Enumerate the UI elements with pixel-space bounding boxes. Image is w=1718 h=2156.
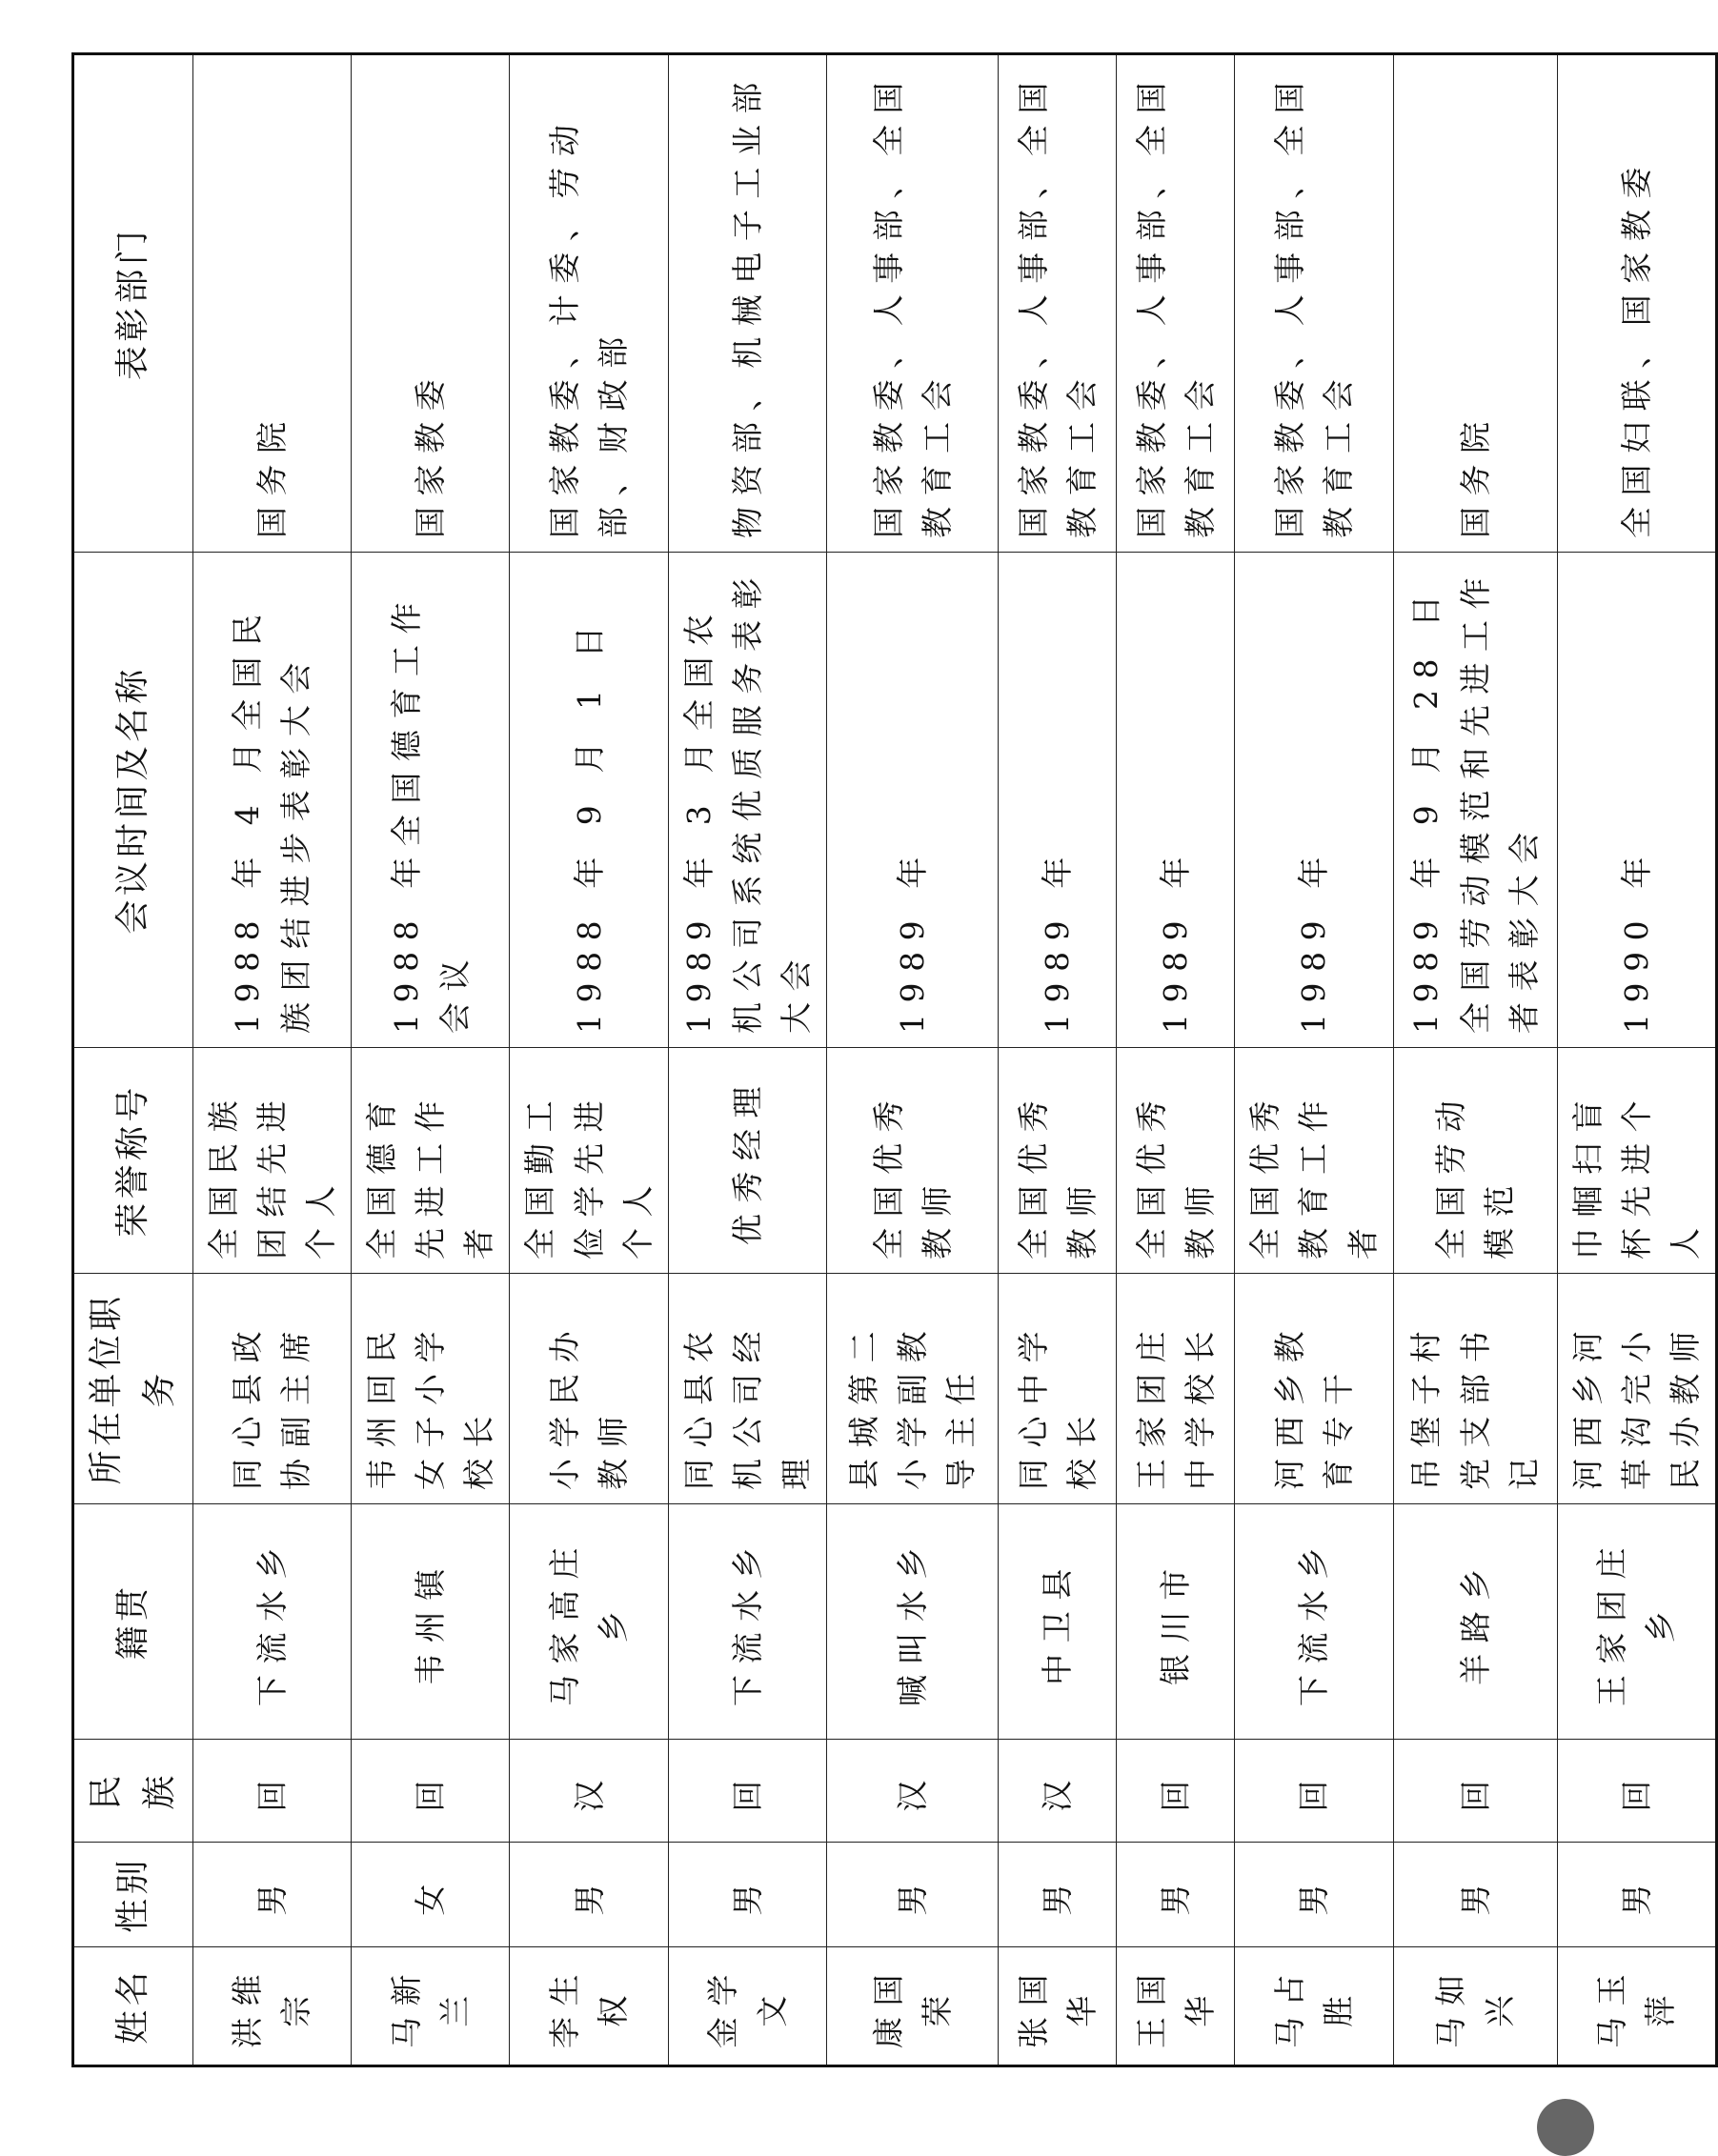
cell-honor-title: 全国优秀教师 (999, 1048, 1117, 1274)
cell-meeting: 1989 年 (1235, 553, 1393, 1048)
table-row (352, 54, 510, 2066)
cell-department: 国家教委、人事部、全国教育工会 (1235, 54, 1393, 553)
cell-unit-position: 河西乡教育专干 (1235, 1274, 1393, 1504)
cell-unit-position: 王家团庄中学校长 (1117, 1274, 1235, 1504)
cell-name: 马新兰 (352, 1947, 510, 2066)
cell-gender: 男 (1557, 1843, 1716, 1947)
cell-ethnicity: 回 (1235, 1740, 1393, 1843)
cell-department: 国务院 (1393, 54, 1557, 553)
cell-native-place: 王家团庄乡 (1557, 1504, 1716, 1740)
cell-ethnicity: 回 (668, 1740, 826, 1843)
cell-ethnicity: 回 (1557, 1740, 1716, 1843)
cell-unit-position: 同心县农机公司经理 (668, 1274, 826, 1504)
cell-department: 国务院 (192, 54, 351, 553)
cell-ethnicity: 汉 (827, 1740, 999, 1843)
cell-meeting: 1990 年 (1557, 553, 1716, 1048)
cell-meeting: 1988 年 9 月 1 日 (510, 553, 668, 1048)
cell-meeting: 1988 年 4 月全国民族团结进步表彰大会 (192, 553, 351, 1048)
table-row (1557, 54, 1716, 2066)
cell-gender: 男 (510, 1843, 668, 1947)
header-unit-position: 所在单位职务 (73, 1274, 193, 1504)
cell-ethnicity: 回 (1117, 1740, 1235, 1843)
cell-meeting: 1989 年 (999, 553, 1117, 1048)
cell-native-place: 喊叫水乡 (827, 1504, 999, 1740)
cell-honor-title: 优秀经理 (668, 1048, 826, 1274)
cell-unit-position: 小学民办教师 (510, 1274, 668, 1504)
cell-meeting: 1989 年 (1117, 553, 1235, 1048)
cell-name: 金学文 (668, 1947, 826, 2066)
table-row (1235, 54, 1393, 2066)
cell-department: 国家教委、计委、劳动部、财政部 (510, 54, 668, 553)
cell-meeting: 1989 年 9 月 28 日全国劳动模范和先进工作者表彰大会 (1393, 553, 1557, 1048)
header-department: 表彰部门 (73, 54, 193, 553)
cell-gender: 男 (668, 1843, 826, 1947)
cell-honor-title: 全国勤工俭学先进个人 (510, 1048, 668, 1274)
cell-name: 康国荣 (827, 1947, 999, 2066)
cell-honor-title: 全国优秀教师 (1117, 1048, 1235, 1274)
table-row (668, 54, 826, 2066)
table-row (1117, 54, 1235, 2066)
cell-honor-title: 全国民族团结先进个人 (192, 1048, 351, 1274)
cell-unit-position: 河西乡河草沟完小民办教师 (1557, 1274, 1716, 1504)
cell-honor-title: 全国优秀教师 (827, 1048, 999, 1274)
header-row (73, 54, 193, 2066)
cell-ethnicity: 汉 (510, 1740, 668, 1843)
cell-honor-title: 全国优秀教育工作者 (1235, 1048, 1393, 1274)
page-corner-mark (1537, 2099, 1594, 2156)
cell-name: 马占胜 (1235, 1947, 1393, 2066)
cell-name: 马玉萍 (1557, 1947, 1716, 2066)
cell-native-place: 下流水乡 (1235, 1504, 1393, 1740)
cell-ethnicity: 回 (192, 1740, 351, 1843)
cell-ethnicity: 回 (352, 1740, 510, 1843)
header-honor-title: 荣誉称号 (73, 1048, 193, 1274)
honors-table (71, 52, 1718, 2067)
cell-gender: 男 (1393, 1843, 1557, 1947)
table-row (999, 54, 1117, 2066)
cell-meeting: 1989 年 3 月全国农机公司系统优质服务表彰大会 (668, 553, 826, 1048)
cell-ethnicity: 汉 (999, 1740, 1117, 1843)
cell-unit-position: 吊堡子村党支部书记 (1393, 1274, 1557, 1504)
cell-honor-title: 全国德育先进工作者 (352, 1048, 510, 1274)
header-ethnicity: 民族 (73, 1740, 193, 1843)
header-gender: 性别 (73, 1843, 193, 1947)
cell-gender: 男 (1235, 1843, 1393, 1947)
cell-gender: 女 (352, 1843, 510, 1947)
cell-native-place: 中卫县 (999, 1504, 1117, 1740)
cell-name: 洪维宗 (192, 1947, 351, 2066)
cell-gender: 男 (999, 1843, 1117, 1947)
cell-name: 李生权 (510, 1947, 668, 2066)
cell-honor-title: 巾帼扫盲杯先进个人 (1557, 1048, 1716, 1274)
table-row (827, 54, 999, 2066)
table-row (1393, 54, 1557, 2066)
cell-gender: 男 (827, 1843, 999, 1947)
rotated-page (71, 55, 1704, 2067)
cell-native-place: 下流水乡 (668, 1504, 826, 1740)
cell-unit-position: 韦州回民女子小学校长 (352, 1274, 510, 1504)
header-meeting: 会议时间及名称 (73, 553, 193, 1048)
cell-department: 国家教委、人事部、全国教育工会 (827, 54, 999, 553)
cell-meeting: 1989 年 (827, 553, 999, 1048)
table-row (510, 54, 668, 2066)
cell-department: 国家教委、人事部、全国教育工会 (999, 54, 1117, 553)
cell-native-place: 羊路乡 (1393, 1504, 1557, 1740)
cell-honor-title: 全国劳动模范 (1393, 1048, 1557, 1274)
cell-name: 张国华 (999, 1947, 1117, 2066)
cell-name: 马如兴 (1393, 1947, 1557, 2066)
header-native-place: 籍贯 (73, 1504, 193, 1740)
cell-unit-position: 县城第二小学副教导主任 (827, 1274, 999, 1504)
cell-gender: 男 (1117, 1843, 1235, 1947)
cell-department: 物资部、机械电子工业部 (668, 54, 826, 553)
cell-native-place: 下流水乡 (192, 1504, 351, 1740)
table-row (192, 54, 351, 2066)
cell-native-place: 马家高庄乡 (510, 1504, 668, 1740)
cell-unit-position: 同心县政协副主席 (192, 1274, 351, 1504)
cell-gender: 男 (192, 1843, 351, 1947)
cell-unit-position: 同心中学校长 (999, 1274, 1117, 1504)
cell-native-place: 银川市 (1117, 1504, 1235, 1740)
cell-meeting: 1988 年全国德育工作会议 (352, 553, 510, 1048)
cell-native-place: 韦州镇 (352, 1504, 510, 1740)
cell-ethnicity: 回 (1393, 1740, 1557, 1843)
cell-name: 王国华 (1117, 1947, 1235, 2066)
header-name: 姓名 (73, 1947, 193, 2066)
cell-department: 国家教委 (352, 54, 510, 553)
cell-department: 全国妇联、国家教委 (1557, 54, 1716, 553)
cell-department: 国家教委、人事部、全国教育工会 (1117, 54, 1235, 553)
